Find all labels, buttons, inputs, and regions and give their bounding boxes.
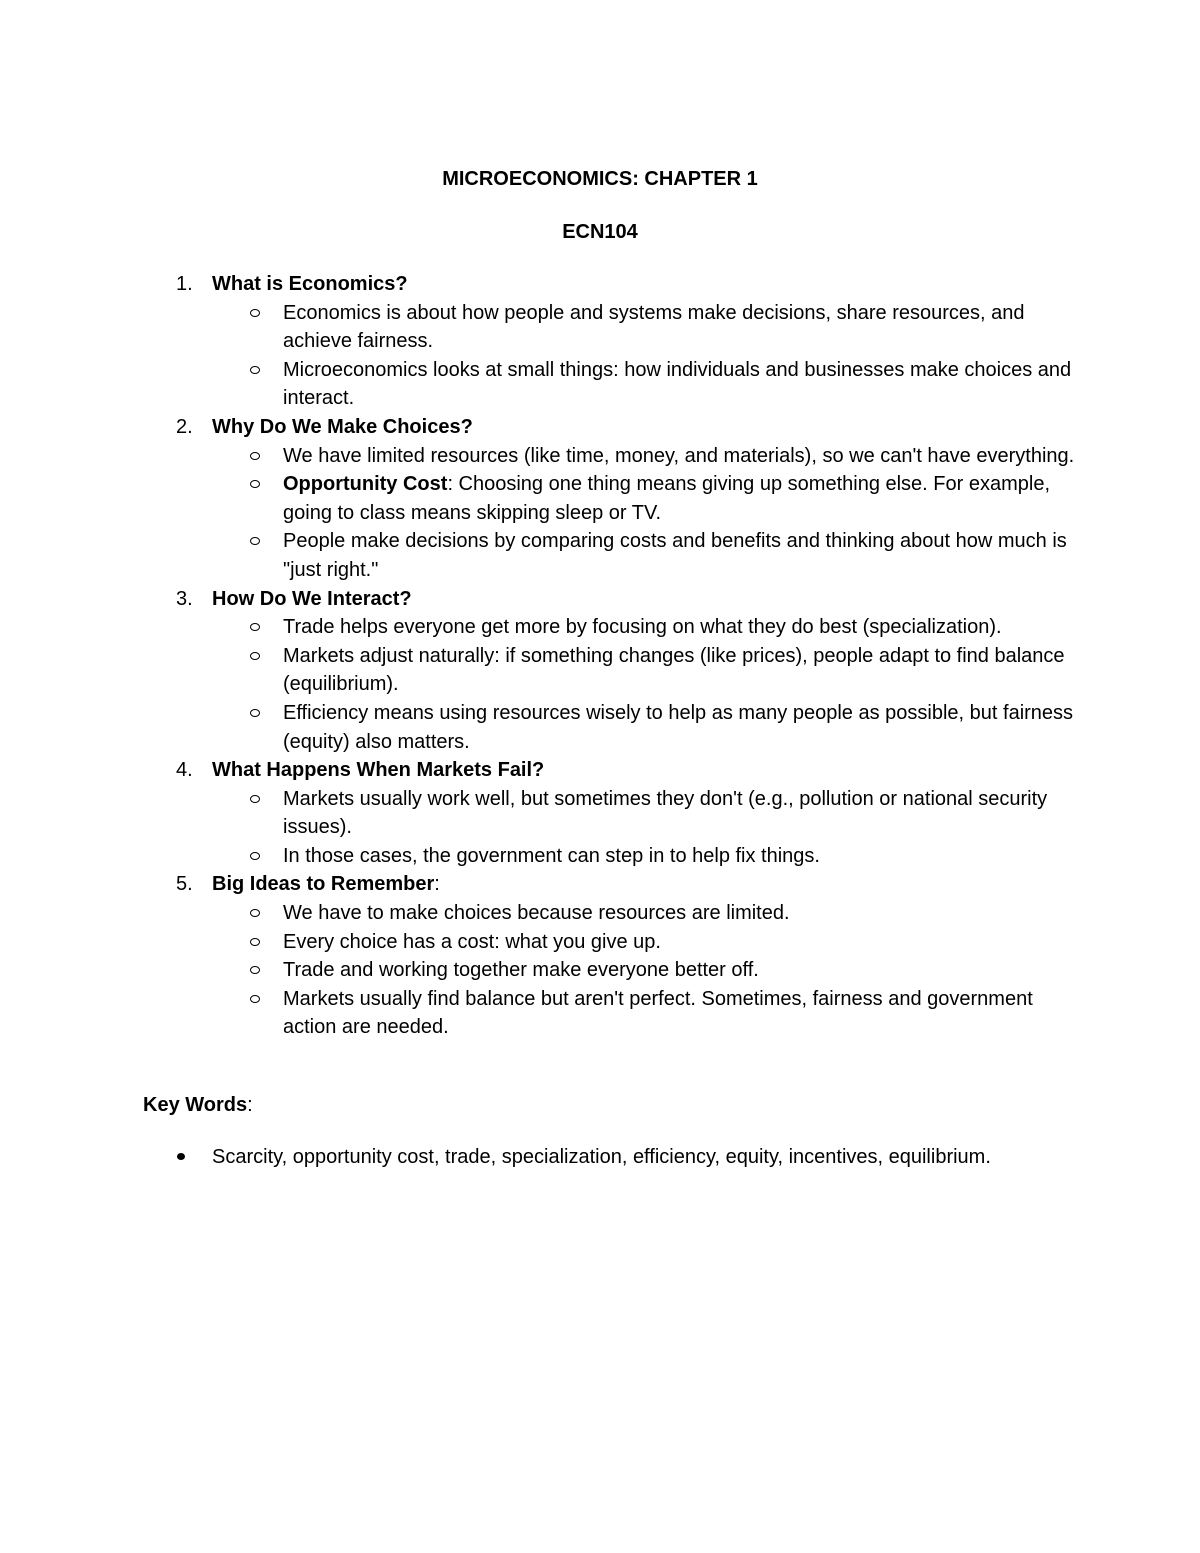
key-words-heading-text: Key Words bbox=[143, 1094, 248, 1116]
point-text: Markets usually work well, but sometimes they don't (e.g., pollution or national security issues). bbox=[283, 787, 1048, 839]
section-heading bbox=[0, 413, 1200, 442]
point-text: We have limited resources (like time, money, and materials), so we can't have everything. bbox=[283, 444, 1075, 467]
point-item bbox=[0, 642, 1200, 699]
point-item bbox=[0, 356, 1200, 413]
section-number: 4. bbox=[176, 759, 193, 782]
section-heading bbox=[0, 585, 1200, 614]
key-word-item bbox=[0, 1144, 1200, 1170]
point-item bbox=[0, 470, 1200, 527]
point-text: Trade and working together make everyone better off. bbox=[283, 959, 759, 982]
section-heading-suffix: : bbox=[434, 873, 440, 896]
point-item bbox=[0, 899, 1200, 928]
point-text: Every choice has a cost: what you give up. bbox=[283, 930, 661, 953]
hollow-bullet-icon bbox=[250, 909, 260, 917]
section-points bbox=[0, 442, 1200, 585]
section-points bbox=[0, 785, 1200, 871]
hollow-bullet-icon bbox=[250, 652, 260, 660]
outline-section bbox=[0, 870, 1200, 1042]
point-text: People make decisions by comparing costs and benefits and thinking about how much is "just right." bbox=[283, 530, 1067, 581]
section-points bbox=[0, 299, 1200, 413]
section-heading bbox=[0, 270, 1200, 299]
point-text: : Choosing one thing means giving up something else. For example, going to class means skipping sleep or TV. bbox=[283, 473, 1051, 524]
hollow-bullet-icon bbox=[250, 480, 260, 488]
point-item bbox=[0, 699, 1200, 756]
point-item bbox=[0, 527, 1200, 584]
hollow-bullet-icon bbox=[250, 709, 260, 717]
section-number: 3. bbox=[176, 587, 193, 610]
section-number: 5. bbox=[176, 873, 193, 896]
key-word-text: Scarcity, opportunity cost, trade, specialization, efficiency, equity, incentives, equilibrium. bbox=[212, 1146, 991, 1168]
point-text: In those cases, the government can step in to help fix things. bbox=[283, 844, 820, 867]
point-text: Markets usually find balance but aren't perfect. Sometimes, fairness and government action are needed. bbox=[283, 987, 1033, 1039]
section-number: 2. bbox=[176, 415, 193, 438]
hollow-bullet-icon bbox=[250, 623, 260, 631]
key-words-heading bbox=[143, 1092, 253, 1118]
point-term: Opportunity Cost bbox=[283, 473, 448, 496]
point-item bbox=[0, 842, 1200, 871]
outline-section bbox=[0, 585, 1200, 757]
outline-section bbox=[0, 756, 1200, 870]
solid-bullet-icon bbox=[177, 1153, 185, 1160]
point-text: We have to make choices because resources are limited. bbox=[283, 902, 790, 925]
point-text: Efficiency means using resources wisely to help as many people as possible, but fairness (equity) also matters. bbox=[283, 701, 1074, 753]
course-code: ECN104 bbox=[562, 221, 638, 243]
hollow-bullet-icon bbox=[250, 366, 260, 374]
outline-section bbox=[0, 413, 1200, 585]
point-item bbox=[0, 442, 1200, 471]
point-text: Markets adjust naturally: if something changes (like prices), people adapt to find balance (equilibrium). bbox=[283, 644, 1065, 696]
section-heading-text: What is Economics? bbox=[212, 273, 408, 295]
section-heading-text: What Happens When Markets Fail? bbox=[212, 759, 545, 782]
hollow-bullet-icon bbox=[250, 452, 260, 460]
point-text: Trade helps everyone get more by focusing on what they do best (specialization). bbox=[283, 616, 1002, 639]
document-title: MICROECONOMICS: CHAPTER 1 bbox=[442, 168, 758, 190]
hollow-bullet-icon bbox=[250, 309, 260, 317]
hollow-bullet-icon bbox=[250, 795, 260, 803]
point-item bbox=[0, 613, 1200, 642]
point-text: Economics is about how people and systems make decisions, share resources, and achieve fairness. bbox=[283, 301, 1025, 353]
section-points bbox=[0, 899, 1200, 1042]
point-item bbox=[0, 299, 1200, 356]
point-item bbox=[0, 985, 1200, 1042]
section-heading bbox=[0, 756, 1200, 785]
section-points bbox=[0, 613, 1200, 756]
section-number: 1. bbox=[176, 273, 193, 295]
hollow-bullet-icon bbox=[250, 537, 260, 545]
hollow-bullet-icon bbox=[250, 852, 260, 860]
outline-section bbox=[0, 270, 1200, 413]
section-heading-text: How Do We Interact? bbox=[212, 587, 412, 610]
key-words-heading-suffix: : bbox=[247, 1094, 253, 1116]
hollow-bullet-icon bbox=[250, 938, 260, 946]
key-words-list bbox=[0, 1144, 1200, 1170]
section-heading-text: Why Do We Make Choices? bbox=[212, 415, 473, 438]
chapter-outline bbox=[0, 270, 1200, 1042]
section-heading bbox=[0, 870, 1200, 899]
point-item bbox=[0, 928, 1200, 957]
point-item bbox=[0, 956, 1200, 985]
point-text: Microeconomics looks at small things: how individuals and businesses make choices and interact. bbox=[283, 358, 1072, 410]
hollow-bullet-icon bbox=[250, 966, 260, 974]
hollow-bullet-icon bbox=[250, 995, 260, 1003]
point-item bbox=[0, 785, 1200, 842]
section-heading-text: Big Ideas to Remember bbox=[212, 873, 435, 896]
